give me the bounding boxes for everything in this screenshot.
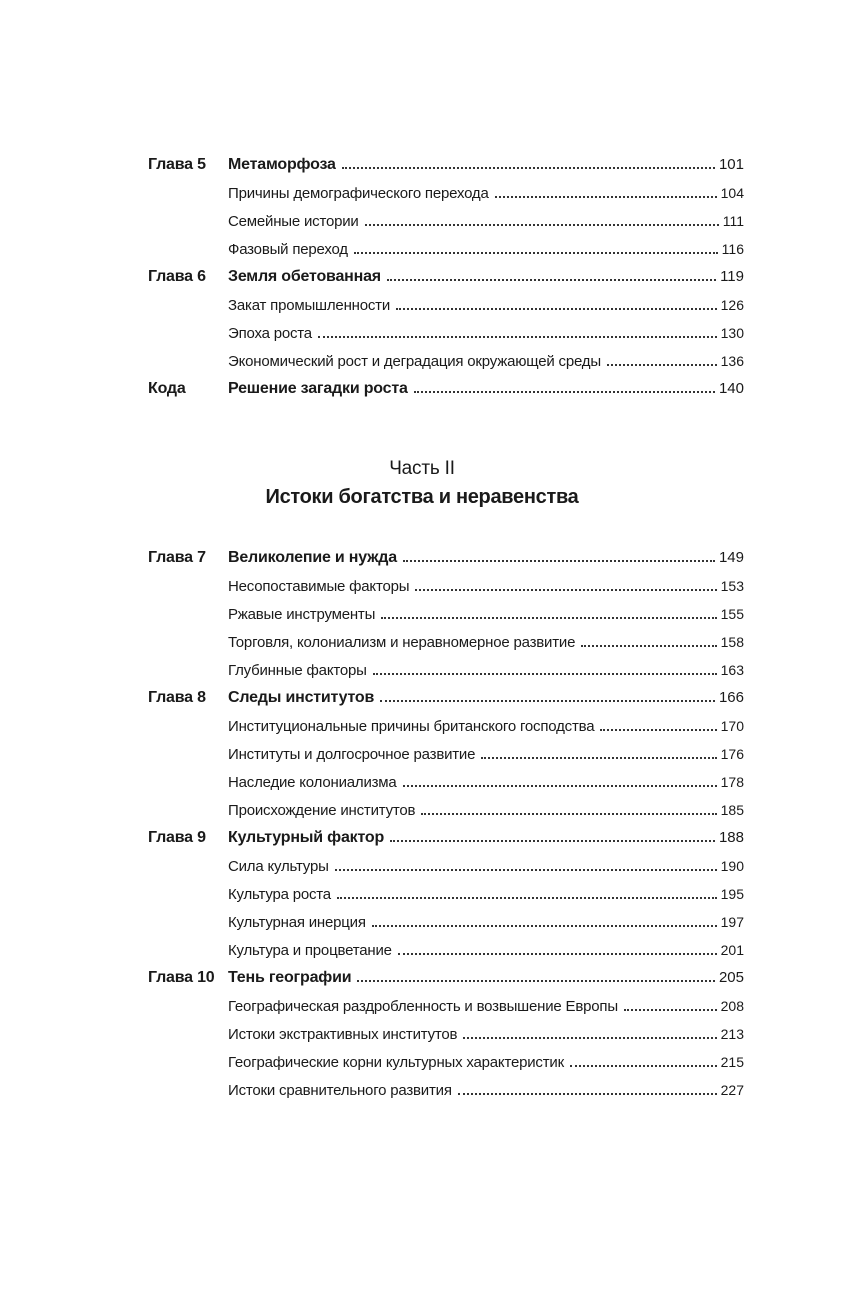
page-number: 213 (717, 1026, 744, 1042)
chapter-label: Глава 6 (148, 268, 206, 285)
page-number: 153 (717, 578, 744, 594)
toc-section-entry[interactable] (148, 346, 744, 374)
page-number: 178 (717, 774, 744, 790)
chapter-label: Глава 10 (148, 969, 215, 986)
entry-body (228, 886, 744, 903)
entry-title: Истоки экстрактивных институтов (228, 1026, 463, 1043)
toc-section-entry[interactable] (148, 879, 744, 907)
toc-section-entry[interactable] (148, 599, 744, 627)
dot-leader (357, 980, 715, 982)
page-number: 185 (717, 802, 744, 818)
chapter-label: Глава 8 (148, 689, 206, 706)
entry-body (228, 689, 744, 707)
entry-title: Культура роста (228, 886, 337, 903)
entry-title: Истоки сравнительного развития (228, 1082, 458, 1099)
toc-chapter-entry[interactable] (148, 683, 744, 711)
dot-leader (354, 252, 718, 254)
entry-title: Географические корни культурных характеристик (228, 1054, 570, 1071)
toc-section-entry[interactable] (148, 1019, 744, 1047)
entry-title: Земля обетованная (228, 268, 387, 286)
entry-title: Причины демографического перехода (228, 185, 495, 202)
dot-leader (481, 757, 716, 759)
dot-leader (495, 196, 717, 198)
dot-leader (414, 391, 715, 393)
entry-title: Семейные истории (228, 213, 365, 230)
page-number: 163 (717, 662, 744, 678)
page-number: 215 (717, 1054, 744, 1070)
part-title: Истоки богатства и неравенства (265, 486, 579, 508)
dot-leader (607, 364, 717, 366)
entry-title: Решение загадки роста (228, 380, 414, 398)
entry-title: Экономический рост и деградация окружающей среды (228, 353, 607, 370)
toc-chapter-entry[interactable] (148, 374, 744, 402)
entry-body (228, 662, 744, 679)
entry-body (228, 998, 744, 1015)
toc-section-entry[interactable] (148, 655, 744, 683)
entry-body (228, 241, 744, 258)
dot-leader (372, 925, 717, 927)
page-number: 205 (715, 969, 744, 986)
entry-body (228, 942, 744, 959)
entry-body (228, 718, 744, 735)
page-number: 130 (717, 325, 744, 341)
dot-leader (570, 1065, 717, 1067)
page-number: 111 (719, 213, 744, 229)
page-number: 101 (715, 156, 744, 173)
page-number: 190 (717, 858, 744, 874)
entry-body (228, 1082, 744, 1099)
toc-section-entry[interactable] (148, 290, 744, 318)
dot-leader (387, 279, 716, 281)
page-number: 136 (717, 353, 744, 369)
page-number: 197 (717, 914, 744, 930)
page-number: 188 (715, 829, 744, 846)
page-number: 158 (717, 634, 744, 650)
toc-part1-tail (148, 150, 744, 402)
entry-title: Ржавые инструменты (228, 606, 381, 623)
dot-leader (381, 617, 716, 619)
page-number: 104 (717, 185, 744, 201)
toc-section-entry[interactable] (148, 627, 744, 655)
entry-title: Торговля, колониализм и неравномерное развитие (228, 634, 581, 651)
page-number: 149 (715, 549, 744, 566)
toc-section-entry[interactable] (148, 935, 744, 963)
dot-leader (581, 645, 716, 647)
page-number: 116 (718, 241, 744, 257)
entry-body (228, 1026, 744, 1043)
dot-leader (415, 589, 716, 591)
chapter-label: Глава 9 (148, 829, 206, 846)
entry-title: Географическая раздробленность и возвышение Европы (228, 998, 624, 1015)
dot-leader (396, 308, 717, 310)
dot-leader (335, 869, 717, 871)
entry-body (228, 380, 744, 398)
entry-body (228, 156, 744, 174)
toc-chapter-entry[interactable] (148, 823, 744, 851)
entry-body (228, 549, 744, 567)
page-number: 126 (717, 297, 744, 313)
toc-chapter-entry[interactable] (148, 543, 744, 571)
dot-leader (458, 1093, 717, 1095)
entry-body (228, 353, 744, 370)
dot-leader (365, 224, 719, 226)
dot-leader (421, 813, 716, 815)
part-heading (0, 458, 844, 509)
dot-leader (342, 167, 715, 169)
entry-body (228, 578, 744, 595)
entry-body (228, 774, 744, 791)
dot-leader (463, 1037, 716, 1039)
entry-body (228, 858, 744, 875)
page-number: 208 (717, 998, 744, 1014)
toc-chapter-entry[interactable] (148, 262, 744, 290)
entry-body (228, 969, 744, 987)
entry-title: Несопоставимые факторы (228, 578, 415, 595)
chapter-label: Глава 5 (148, 156, 206, 173)
entry-body (228, 606, 744, 623)
dot-leader (318, 336, 717, 338)
page-number: 201 (717, 942, 744, 958)
toc-section-entry[interactable] (148, 234, 744, 262)
toc-section-entry[interactable] (148, 206, 744, 234)
toc-section-entry[interactable] (148, 991, 744, 1019)
toc-section-entry[interactable] (148, 1047, 744, 1075)
toc-section-entry[interactable] (148, 711, 744, 739)
toc-section-entry[interactable] (148, 318, 744, 346)
entry-title: Тень географии (228, 969, 357, 987)
chapter-label: Глава 7 (148, 549, 206, 566)
toc-chapter-entry[interactable] (148, 150, 744, 178)
entry-title: Фазовый переход (228, 241, 354, 258)
entry-title: Великолепие и нужда (228, 549, 403, 567)
entry-body (228, 829, 744, 847)
entry-title: Культурный фактор (228, 829, 390, 847)
page-number: 170 (717, 718, 744, 734)
toc-section-entry[interactable] (148, 767, 744, 795)
dot-leader (398, 953, 717, 955)
toc-section-entry[interactable] (148, 1075, 744, 1103)
entry-title: Сила культуры (228, 858, 335, 875)
entry-title: Следы институтов (228, 689, 380, 707)
page-number: 166 (715, 689, 744, 706)
toc-section-entry[interactable] (148, 907, 744, 935)
page-number: 227 (717, 1082, 744, 1098)
dot-leader (403, 560, 715, 562)
dot-leader (624, 1009, 717, 1011)
entry-body (228, 634, 744, 651)
entry-body (228, 268, 744, 286)
toc-section-entry[interactable] (148, 851, 744, 879)
page-number: 195 (717, 886, 744, 902)
entry-body (228, 914, 744, 931)
entry-title: Метаморфоза (228, 156, 342, 174)
entry-title: Происхождение институтов (228, 802, 421, 819)
entry-title: Культурная инерция (228, 914, 372, 931)
dot-leader (373, 673, 717, 675)
part-number: Часть II (389, 458, 455, 479)
chapter-label: Кода (148, 380, 186, 397)
entry-body (228, 185, 744, 202)
entry-body (228, 297, 744, 314)
page-number: 140 (715, 380, 744, 397)
dot-leader (390, 840, 715, 842)
dot-leader (380, 700, 715, 702)
toc-section-entry[interactable] (148, 571, 744, 599)
toc-part2 (148, 543, 744, 1103)
dot-leader (337, 897, 717, 899)
dot-leader (403, 785, 717, 787)
entry-body (228, 802, 744, 819)
toc-section-entry[interactable] (148, 739, 744, 767)
page-number: 119 (716, 268, 744, 285)
entry-title: Глубинные факторы (228, 662, 373, 679)
entry-title: Закат промышленности (228, 297, 396, 314)
entry-title: Институты и долгосрочное развитие (228, 746, 481, 763)
toc-section-entry[interactable] (148, 178, 744, 206)
entry-body (228, 213, 744, 230)
entry-title: Эпоха роста (228, 325, 318, 342)
entry-body (228, 1054, 744, 1071)
entry-title: Культура и процветание (228, 942, 398, 959)
toc-section-entry[interactable] (148, 795, 744, 823)
dot-leader (600, 729, 716, 731)
entry-title: Институциональные причины британского господства (228, 718, 600, 735)
entry-body (228, 746, 744, 763)
entry-title: Наследие колониализма (228, 774, 403, 791)
page-number: 155 (717, 606, 744, 622)
entry-body (228, 325, 744, 342)
toc-chapter-entry[interactable] (148, 963, 744, 991)
page-number: 176 (717, 746, 744, 762)
